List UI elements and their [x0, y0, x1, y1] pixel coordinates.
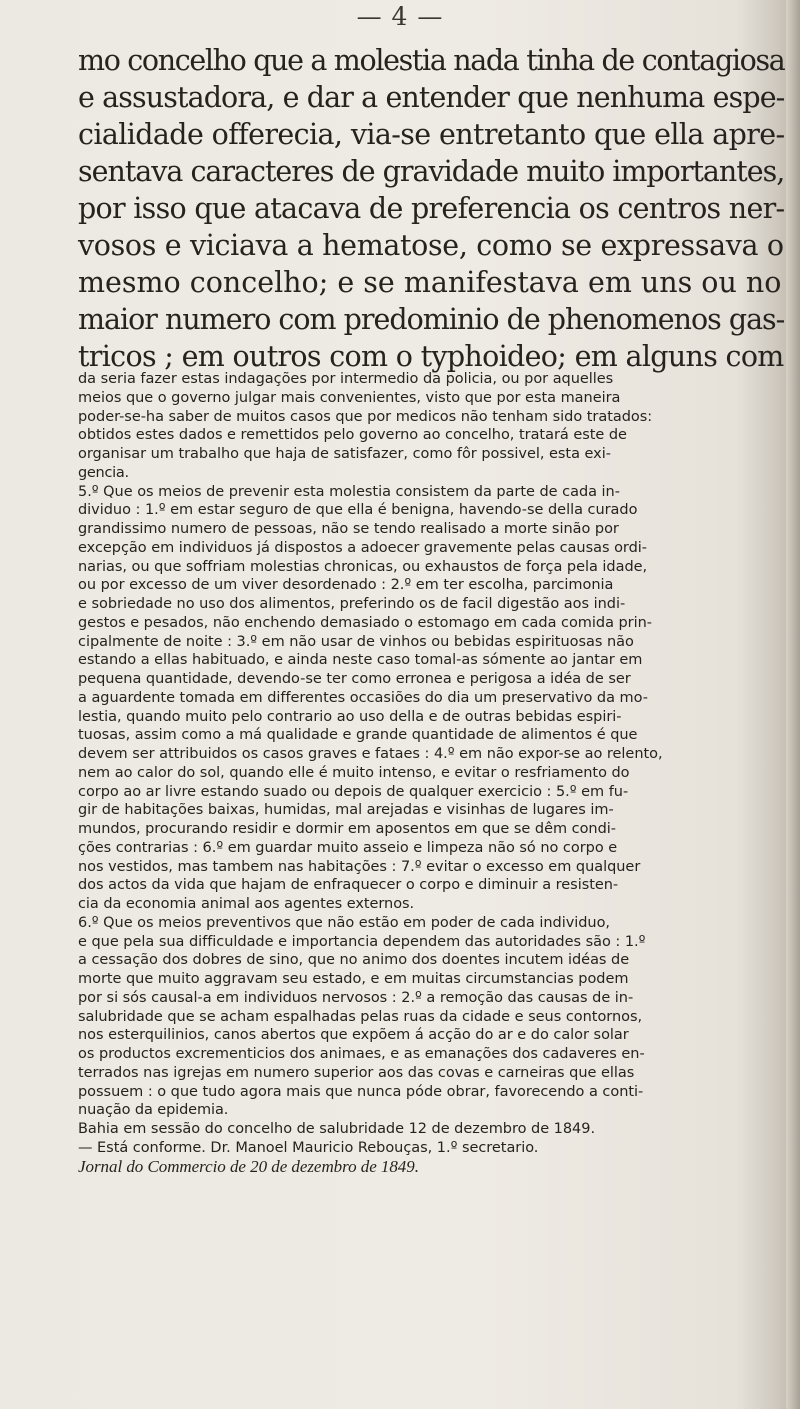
note-line: nos esterquilinios, canos abertos que expõem á acção do ar e do calor solar	[78, 1027, 629, 1044]
note-line: lestia, quando muito pelo contrario ao uso della e de outras bebidas espiri-	[78, 708, 622, 725]
note-line: obtidos estes dados e remettidos pelo governo ao concelho, tratará este de	[78, 427, 627, 444]
note-line: pequena quantidade, devendo-se ter como erronea e perigosa a idéa de ser	[78, 671, 631, 687]
main-paragraph	[78, 42, 784, 375]
note-line: nuação da epidemia.	[78, 1102, 229, 1119]
note-line: cia da economia animal aos agentes externos.	[78, 896, 415, 912]
note-line: ções contrarias : 6.º em guardar muito asseio e limpeza não só no corpo e	[78, 839, 618, 856]
text-line: por isso que atacava de preferencia os centros ner-	[78, 192, 785, 225]
text-line: tricos ; em outros com o typhoideo; em alguns com	[78, 340, 784, 373]
page-number: — 4 —	[356, 2, 444, 31]
note-line: e que pela sua difficuldade e importancia dependem das autoridades são : 1.º	[78, 933, 646, 950]
note-line: organisar um trabalho que haja de satisfazer, como fôr possivel, esta exi-	[78, 446, 611, 462]
note-line: poder-se-ha saber de muitos casos que por medicos não tenham sido tratados:	[78, 408, 653, 425]
note-line: 5.º Que os meios de prevenir esta molestia consistem da parte de cada in-	[78, 483, 620, 500]
signature-line: Bahia em sessão do concelho de salubridade 12 de dezembro de 1849.	[78, 1121, 596, 1137]
text-line: mesmo concelho; e se manifestava em uns ou no	[78, 266, 782, 299]
note-line: meios que o governo julgar mais convenientes, visto que por esta maneira	[78, 389, 621, 406]
note-line: grandissimo numero de pessoas, não se tendo realisado a morte sinão por	[78, 521, 619, 537]
note-line: por si sós causal-a em individuos nervosos : 2.º a remoção das causas de in-	[78, 989, 634, 1006]
note-line: mundos, procurando residir e dormir em aposentos em que se dêm condi-	[78, 821, 616, 837]
note-line: a aguardente tomada em differentes occasiões do dia um preservativo da mo-	[78, 689, 648, 706]
source-line: Jornal do Commercio de 20 de dezembro de 1849.	[78, 1157, 419, 1176]
signature-line: — Está conforme. Dr. Manoel Mauricio Rebouças, 1.º secretario.	[78, 1139, 539, 1156]
note-line: dos actos da vida que hajam de enfraquecer o corpo e diminuir a resisten-	[78, 877, 619, 894]
note-line: possuem : o que tudo agora mais que nunca póde obrar, favorecendo a conti-	[78, 1083, 644, 1100]
text-line: e assustadora, e dar a entender que nenhuma espe-	[78, 81, 785, 114]
page-edge	[786, 0, 800, 1409]
note-line: devem ser attribuidos os casos graves e fataes : 4.º em não expor-se ao relento,	[78, 746, 663, 762]
text-line: maior numero com predominio de phenomenos gas-	[78, 303, 785, 336]
note-line: nem ao calor do sol, quando elle é muito intenso, e evitar o resfriamento do	[78, 764, 630, 781]
note-line: ou por excesso de um viver desordenado : 2.º em ter escolha, parcimonia	[78, 577, 614, 594]
note-line: tuosas, assim como a má qualidade e grande quantidade de alimentos é que	[78, 727, 638, 744]
text-line: sentava caracteres de gravidade muito importantes,	[78, 155, 785, 188]
note-line: morte que muito aggravam seu estado, e em muitas circumstancias podem	[78, 971, 629, 987]
note-line: salubridade que se acham espalhadas pelas ruas da cidade e seus contornos,	[78, 1008, 643, 1025]
text-line: cialidade offerecia, via-se entretanto que ella apre-	[78, 118, 785, 151]
note-line: 6.º Que os meios preventivos que não estão em poder de cada individuo,	[78, 914, 611, 931]
note-line: gir de habitações baixas, humidas, mal arejadas e visinhas de lugares im-	[78, 802, 614, 819]
note-line: gencia.	[78, 464, 129, 481]
note-line: nos vestidos, mas tambem nas habitações : 7.º evitar o excesso em qualquer	[78, 858, 641, 875]
text-line: mo concelho que a molestia nada tinha de contagiosa	[78, 44, 785, 77]
note-line: narias, ou que soffriam molestias chronicas, ou exhaustos de força pela idade,	[78, 558, 648, 575]
text-line: vosos e viciava a hematose, como se expressava o	[78, 229, 784, 262]
note-line: da seria fazer estas indagações por intermedio da policia, ou por aquelles	[78, 371, 614, 387]
note-line: dividuo : 1.º em estar seguro de que ella é benigna, havendo-se della curado	[78, 502, 638, 519]
note-block	[78, 370, 784, 1176]
note-line: excepção em individuos já dispostos a adoecer gravemente pelas causas ordi-	[78, 539, 647, 556]
note-line: a cessação dos dobres de sino, que no animo dos doentes incutem idéas de	[78, 952, 630, 969]
note-line: gestos e pesados, não enchendo demasiado o estomago em cada comida prin-	[78, 614, 652, 631]
note-line: corpo ao ar livre estando suado ou depois de qualquer exercicio : 5.º em fu-	[78, 783, 629, 800]
note-line: e sobriedade no uso dos alimentos, preferindo os de facil digestão aos indi-	[78, 596, 626, 612]
note-line: estando a ellas habituado, e ainda neste caso tomal-as sómente ao jantar em	[78, 652, 643, 669]
note-line: terrados nas igrejas em numero superior aos das covas e carneiras que ellas	[78, 1064, 635, 1081]
note-line: cipalmente de noite : 3.º em não usar de vinhos ou bebidas espirituosas não	[78, 633, 634, 650]
note-line: os productos excrementicios dos animaes, e as emanações dos cadaveres en-	[78, 1046, 645, 1062]
